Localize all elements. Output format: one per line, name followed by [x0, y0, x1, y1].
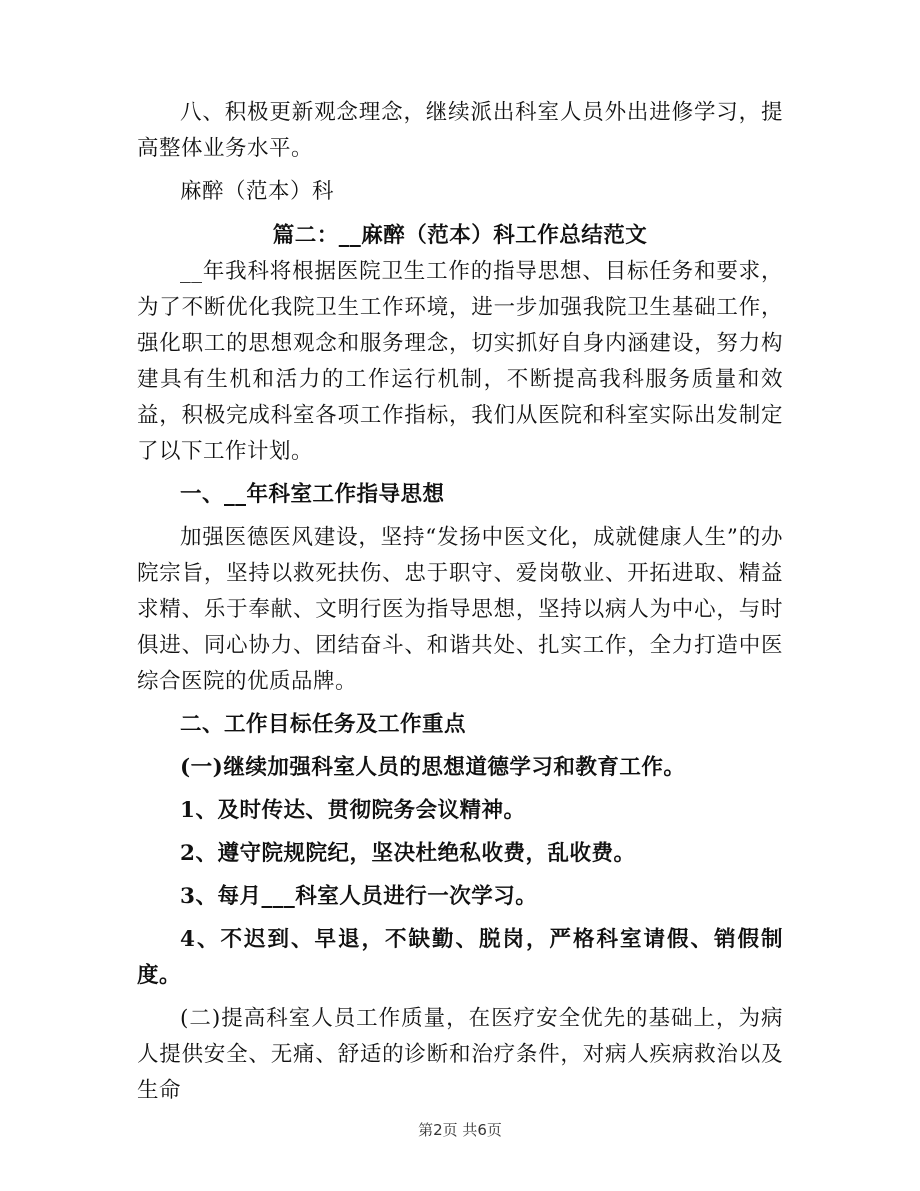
heading-guiding-ideology: 一、__年科室工作指导思想: [180, 482, 445, 507]
intro-paragraph: __年我科将根据医院卫生工作的指导思想、目标任务和要求，为了不断优化我院卫生工作环境，进一步加强我院卫生基础工作，强化职工的思想观念和服务理念，切实抓好自身内涵建设，努力构建具有生机和活力的工作运行机制，不断提高我科服务质量和效益，积极完成科室各项工作指标，我们从医院和科室实际出发制定了以下工作计划。: [137, 259, 783, 464]
subheading-work-quality-paragraph: (二)提高科室人员工作质量，在医疗安全优先的基础上，为病人提供安全、无痛、舒适的诊断和治疗条件，对病人疾病救治以及生命: [137, 1006, 783, 1103]
list-item-4: 4、不迟到、早退，不缺勤、脱岗，严格科室请假、销假制度。: [137, 927, 783, 988]
page-number-footer: 第2页 共6页: [418, 1121, 502, 1139]
list-item-2: 2、遵守院规院纪，坚决杜绝私收费，乱收费。: [180, 841, 636, 866]
list-item-1: 1、及时传达、贯彻院务会议精神。: [180, 798, 526, 823]
paragraph-item-eight: 八、积极更新观念理念，继续派出科室人员外出进修学习，提高整体业务水平。: [137, 100, 783, 161]
section-title: 篇二：__麻醉（范本）科工作总结范文: [272, 223, 648, 248]
document-body: [137, 95, 783, 1109]
subheading-moral-education: (一)继续加强科室人员的思想道德学习和教育工作。: [180, 755, 686, 780]
department-signature: 麻醉（范本）科: [180, 179, 335, 204]
list-item-3: 3、每月___科室人员进行一次学习。: [180, 884, 538, 909]
guiding-ideology-paragraph: 加强医德医风建设，坚持“发扬中医文化，成就健康人生”的办院宗旨，坚持以救死扶伤、忠于职守、爱岗敬业、开拓进取、精益求精、乐于奉献、文明行医为指导思想，坚持以病人为中心，与时俱进、同心协力、团结奋斗、和谐共处、扎实工作，全力打造中医综合医院的优质品牌。: [137, 525, 783, 694]
heading-goals: 二、工作目标任务及工作重点: [180, 712, 467, 737]
